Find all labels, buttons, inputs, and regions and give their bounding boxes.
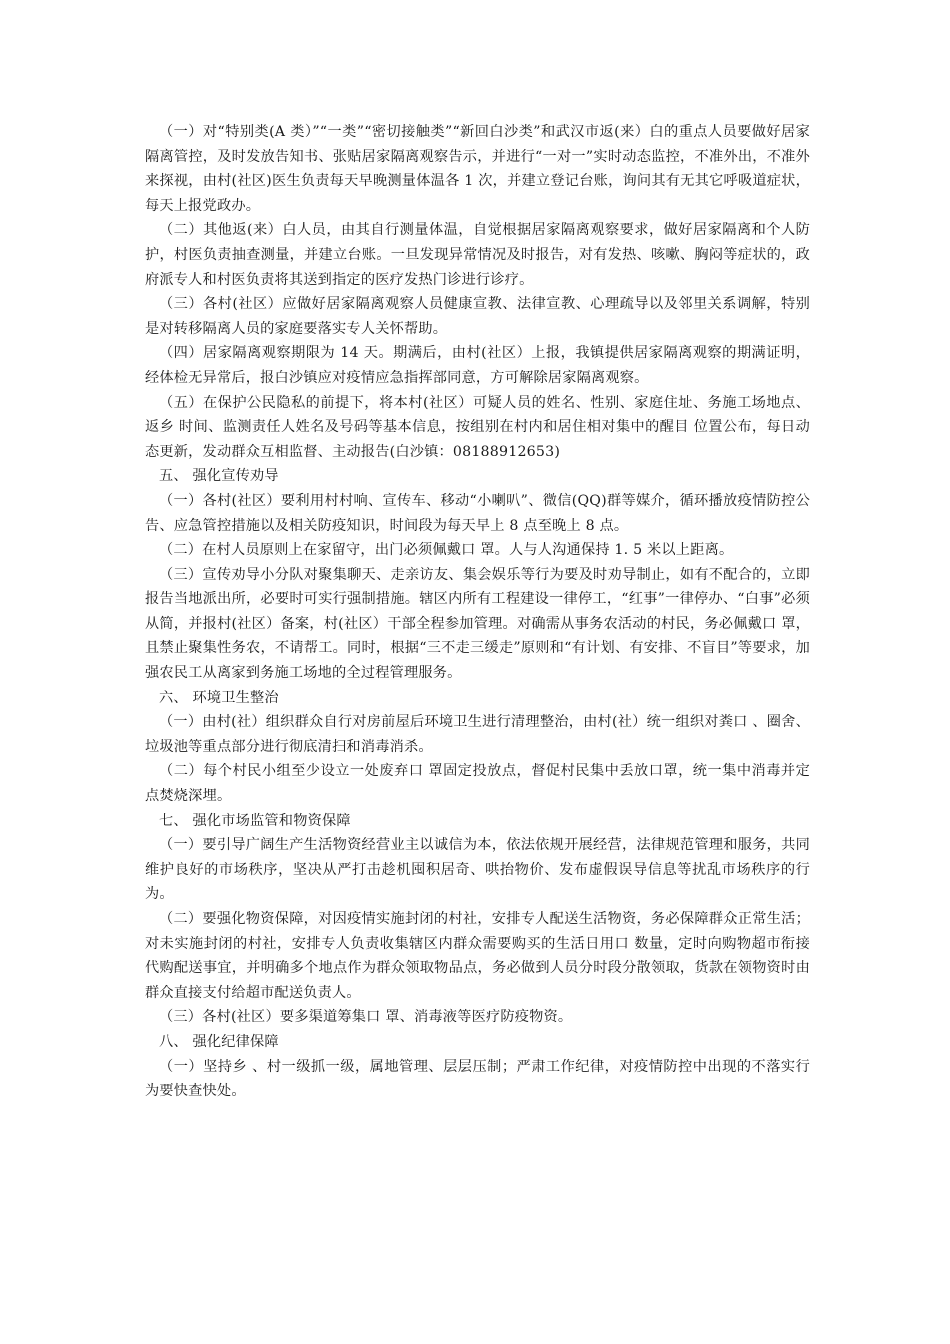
paragraph-public-notice: （五）在保护公民隐私的前提下，将本村(社区）可疑人员的姓名、性别、家庭住址、务施工场地点、返乡 时间、监测责任人姓名及号码等基本信息，按组别在村内和居住相对集中的醒目 位置公布，每日动态更新，发动群众互相监督、主动报告(白沙镇：08188912653) [145,394,810,460]
paragraph-supply-guarantee: （二）要强化物资保障，对因疫情实施封闭的村社，安排专人配送生活物资，务必保障群众正常生活；对未实施封闭的村社，安排专人负责收集辖区内群众需要购买的生活日用口 数量，定时向购物超市衔接代购配送事宜，并明确多个地点作为群众领取物品点，务必做到人员分时段分散领取，货款在领物资时由群众直接支付给超市配送负责人。 [145,911,810,1001]
paragraph-health-education: （三）各村(社区）应做好居家隔离观察人员健康宣教、法律宣教、心理疏导以及邻里关系调解，特别是对转移隔离人员的家庭要落实专人关怀帮助。 [145,296,810,337]
paragraph-other-returnees: （二）其他返(来）白人员，由其自行测量体温，自觉根据居家隔离观察要求，做好居家隔离和个人防护，村医负责抽查测量，并建立台账。一旦发现异常情况及时报告，对有发热、咳嗽、胸闷等症状的，政府派专人和村医负责将其送到指定的医疗发热门诊进行诊疗。 [145,222,810,288]
paragraph-cleanup: （一）由村(社）组织群众自行对房前屋后环境卫生进行清理整治，由村(社）统一组织对粪口 、圈舍、垃圾池等重点部分进行彻底清扫和消毒消杀。 [145,714,810,755]
paragraph-medical-supplies: （三）各村(社区）要多渠道筹集口 罩、消毒液等医疗防疫物资。 [159,1009,573,1026]
paragraph-persuasion-team: （三）宣传劝导小分队对聚集聊天、走亲访友、集会娱乐等行为要及时劝导制止，如有不配合的，立即报告当地派出所，必要时可实行强制措施。辖区内所有工程建设一律停工，“红事”一律停办、“白事”必须从简，并报村(社区）备案，村(社区）干部全程参加管理。对确需从事务农活动的村民，务必佩戴口 罩，且禁止聚集性务农，不请帮工。同时，根据“三不走三缓走”原则和“有计划、有安排、不盲目”等要求，加强农民工从离家到务施工场地的全过程管理服务。 [145,566,810,682]
paragraph-quarantine-key-persons: （一）对“特别类(A 类）”“一类”“密切接触类”“新回白沙类”和武汉市返(来）白的重点人员要做好居家隔离管控，及时发放告知书、张贴居家隔离观察告示，并进行“一对一”实时动态监控，不准外出，不准外来探视，由村(社区)医生负责每天早晚测量体温各 1 次，并建立登记台账，询问其有无其它呼吸道症状，每天上报党政办。 [145,124,811,214]
document-body [145,120,810,1104]
section-heading-discipline: 八、 强化纪律保障 [159,1033,279,1050]
paragraph-mask-disposal: （二）每个村民小组至少设立一处废弃口 罩固定投放点，督促村民集中丢放口罩，统一集中消毒并定点焚烧深埋。 [145,763,810,805]
paragraph-broadcast: （一）各村(社区）要利用村村响、宣传车、移动“小喇叭”、微信(QQ)群等媒介，循环播放疫情防控公告、应急管控措施以及相关防疫知识，时间段为每天早上 8 点至晚上 8 点。 [145,492,810,534]
section-heading-publicity: 五、 强化宣传劝导 [159,468,279,485]
section-heading-sanitation: 六、 环境卫生整治 [159,689,279,706]
paragraph-stay-home: （二）在村人员原则上在家留守，出门必须佩戴口 罩。人与人沟通保持 1. 5 米以上距离。 [159,542,734,559]
paragraph-quarantine-period: （四）居家隔离观察期限为 14 天。期满后，由村(社区）上报，我镇提供居家隔离观察的期满证明，经体检无异常后，报白沙镇应对疫情应急指挥部同意，方可解除居家隔离观察。 [145,345,810,386]
section-heading-market: 七、 强化市场监管和物资保障 [159,812,351,829]
paragraph-market-order: （一）要引导广阔生产生活物资经营业主以诚信为本，依法依规开展经营，法律规范管理和服务，共同维护良好的市场秩序，坚决从严打击趁机囤积居奇、哄抬物价、发布虚假误导信息等扰乱市场秩序的行为。 [145,837,810,903]
paragraph-discipline: （一）坚持乡 、村一级抓一级，属地管理、层层压制；严肃工作纪律，对疫情防控中出现的不落实行为要快查快处。 [145,1058,810,1100]
